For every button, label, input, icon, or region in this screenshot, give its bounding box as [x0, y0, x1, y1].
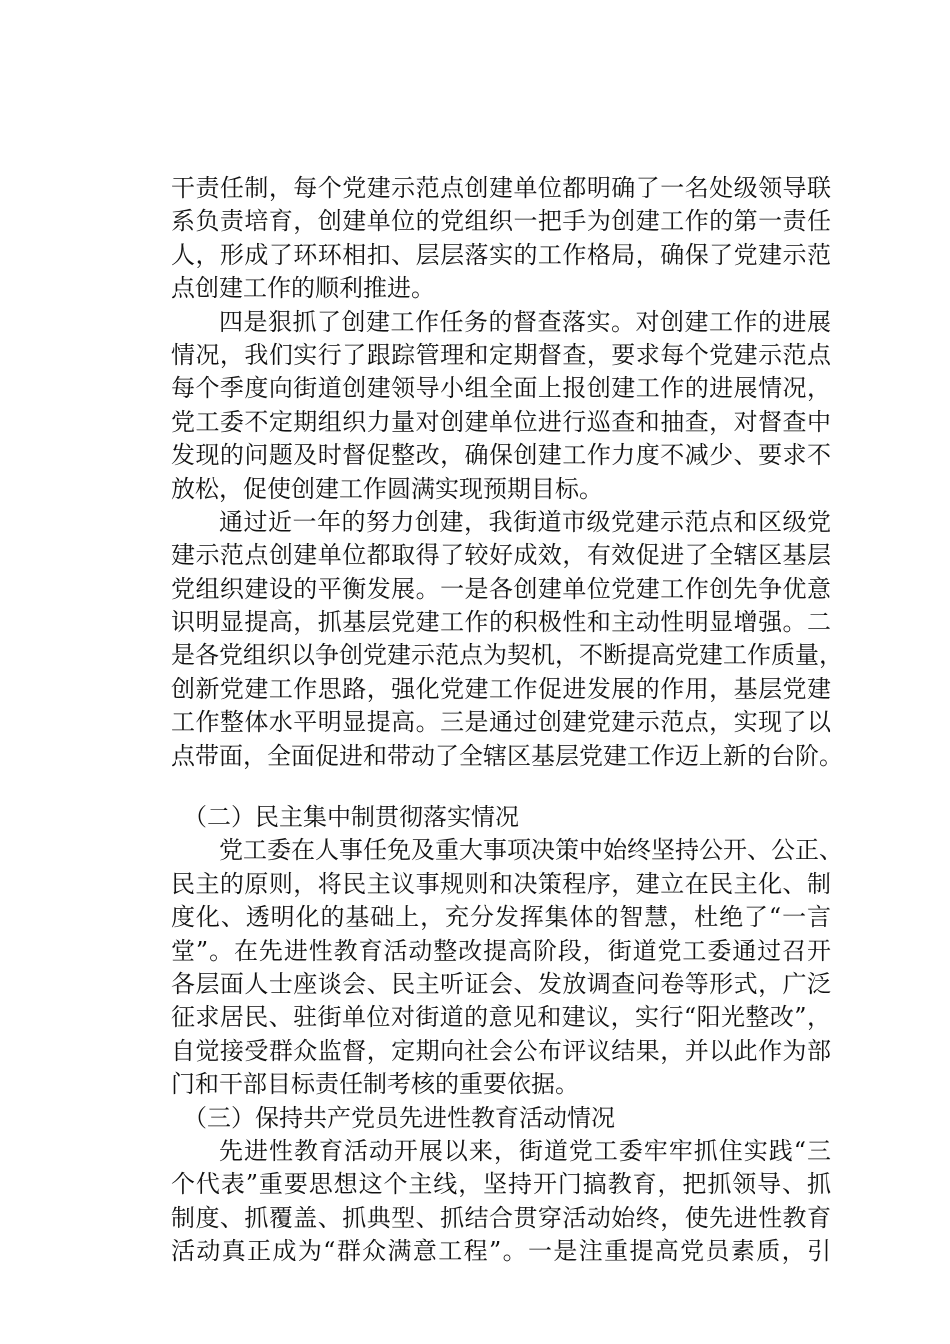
text-line: 放松，促使创建工作圆满实现预期目标。 [171, 474, 603, 503]
paragraph-advanced-education [171, 1135, 831, 1269]
text-line: 先进性教育活动开展以来，街道党工委牢牢抓住实践“三 [219, 1136, 831, 1165]
text-line: 门和干部目标责任制考核的重要依据。 [171, 1070, 579, 1099]
text-line: 是各党组织以争创党建示范点为契机，不断提高党建工作质量， [171, 641, 843, 670]
paragraph-democratic-centralism [171, 834, 843, 1101]
text-line: 堂”。在先进性教育活动整改提高阶段，街道党工委通过召开 [171, 936, 831, 965]
text-line: 点创建工作的顺利推进。 [171, 274, 435, 303]
text-line: 工作整体水平明显提高。三是通过创建党建示范点，实现了以 [171, 708, 831, 737]
text-line: 个代表”重要思想这个主线，坚持开门搞教育，把抓领导、抓 [171, 1170, 831, 1199]
section-heading-advanced-education: （三）保持共产党员先进性教育活动情况 [183, 1103, 615, 1132]
text-line: 系负责培育，创建单位的党组织一把手为创建工作的第一责任 [171, 207, 831, 236]
text-line: 党组织建设的平衡发展。一是各创建单位党建工作创先争优意 [171, 574, 831, 603]
text-line: 四是狠抓了创建工作任务的督查落实。对创建工作的进展 [219, 307, 831, 336]
text-line: 建示范点创建单位都取得了较好成效，有效促进了全辖区基层 [171, 541, 831, 570]
section-heading-democratic-centralism: （二）民主集中制贯彻落实情况 [183, 803, 519, 832]
text-line: 度化、透明化的基础上，充分发挥集体的智慧，杜绝了“一言 [171, 903, 831, 932]
paragraph-spacer [171, 773, 831, 801]
text-line: 每个季度向街道创建领导小组全面上报创建工作的进展情况， [171, 374, 831, 403]
text-line: 通过近一年的努力创建，我街道市级党建示范点和区级党 [219, 507, 831, 536]
text-line: 创新党建工作思路，强化党建工作促进发展的作用，基层党建 [171, 674, 831, 703]
text-line: 党工委在人事任免及重大事项决策中始终坚持公开、公正、 [219, 836, 843, 865]
text-line: 发现的问题及时督促整改，确保创建工作力度不减少、要求不 [171, 441, 831, 470]
text-line: 情况，我们实行了跟踪管理和定期督查，要求每个党建示范点 [171, 340, 831, 369]
text-line: 党工委不定期组织力量对创建单位进行巡查和抽查，对督查中 [171, 407, 831, 436]
text-line: 识明显提高，抓基层党建工作的积极性和主动性明显增强。二 [171, 608, 831, 637]
text-line: 征求居民、驻街单位对街道的意见和建议，实行“阳光整改”， [171, 1003, 831, 1032]
paragraph-responsibility-system [171, 172, 831, 306]
text-line: 各层面人士座谈会、民主听证会、发放调查问卷等形式，广泛 [171, 969, 831, 998]
paragraph-results [171, 506, 843, 773]
text-line: 制度、抓覆盖、抓典型、抓结合贯穿活动始终，使先进性教育 [171, 1203, 831, 1232]
document-body [171, 172, 843, 1269]
text-line: 活动真正成为“群众满意工程”。一是注重提高党员素质，引 [171, 1237, 831, 1266]
text-line: 民主的原则，将民主议事规则和决策程序，建立在民主化、制 [171, 869, 831, 898]
text-line: 人，形成了环环相扣、层层落实的工作格局，确保了党建示范 [171, 240, 831, 269]
text-line: 点带面，全面促进和带动了全辖区基层党建工作迈上新的台阶。 [171, 741, 843, 770]
paragraph-supervision [171, 306, 831, 506]
text-line: 自觉接受群众监督，定期向社会公布评议结果，并以此作为部 [171, 1036, 831, 1065]
text-line: 干责任制，每个党建示范点创建单位都明确了一名处级领导联 [171, 174, 831, 202]
